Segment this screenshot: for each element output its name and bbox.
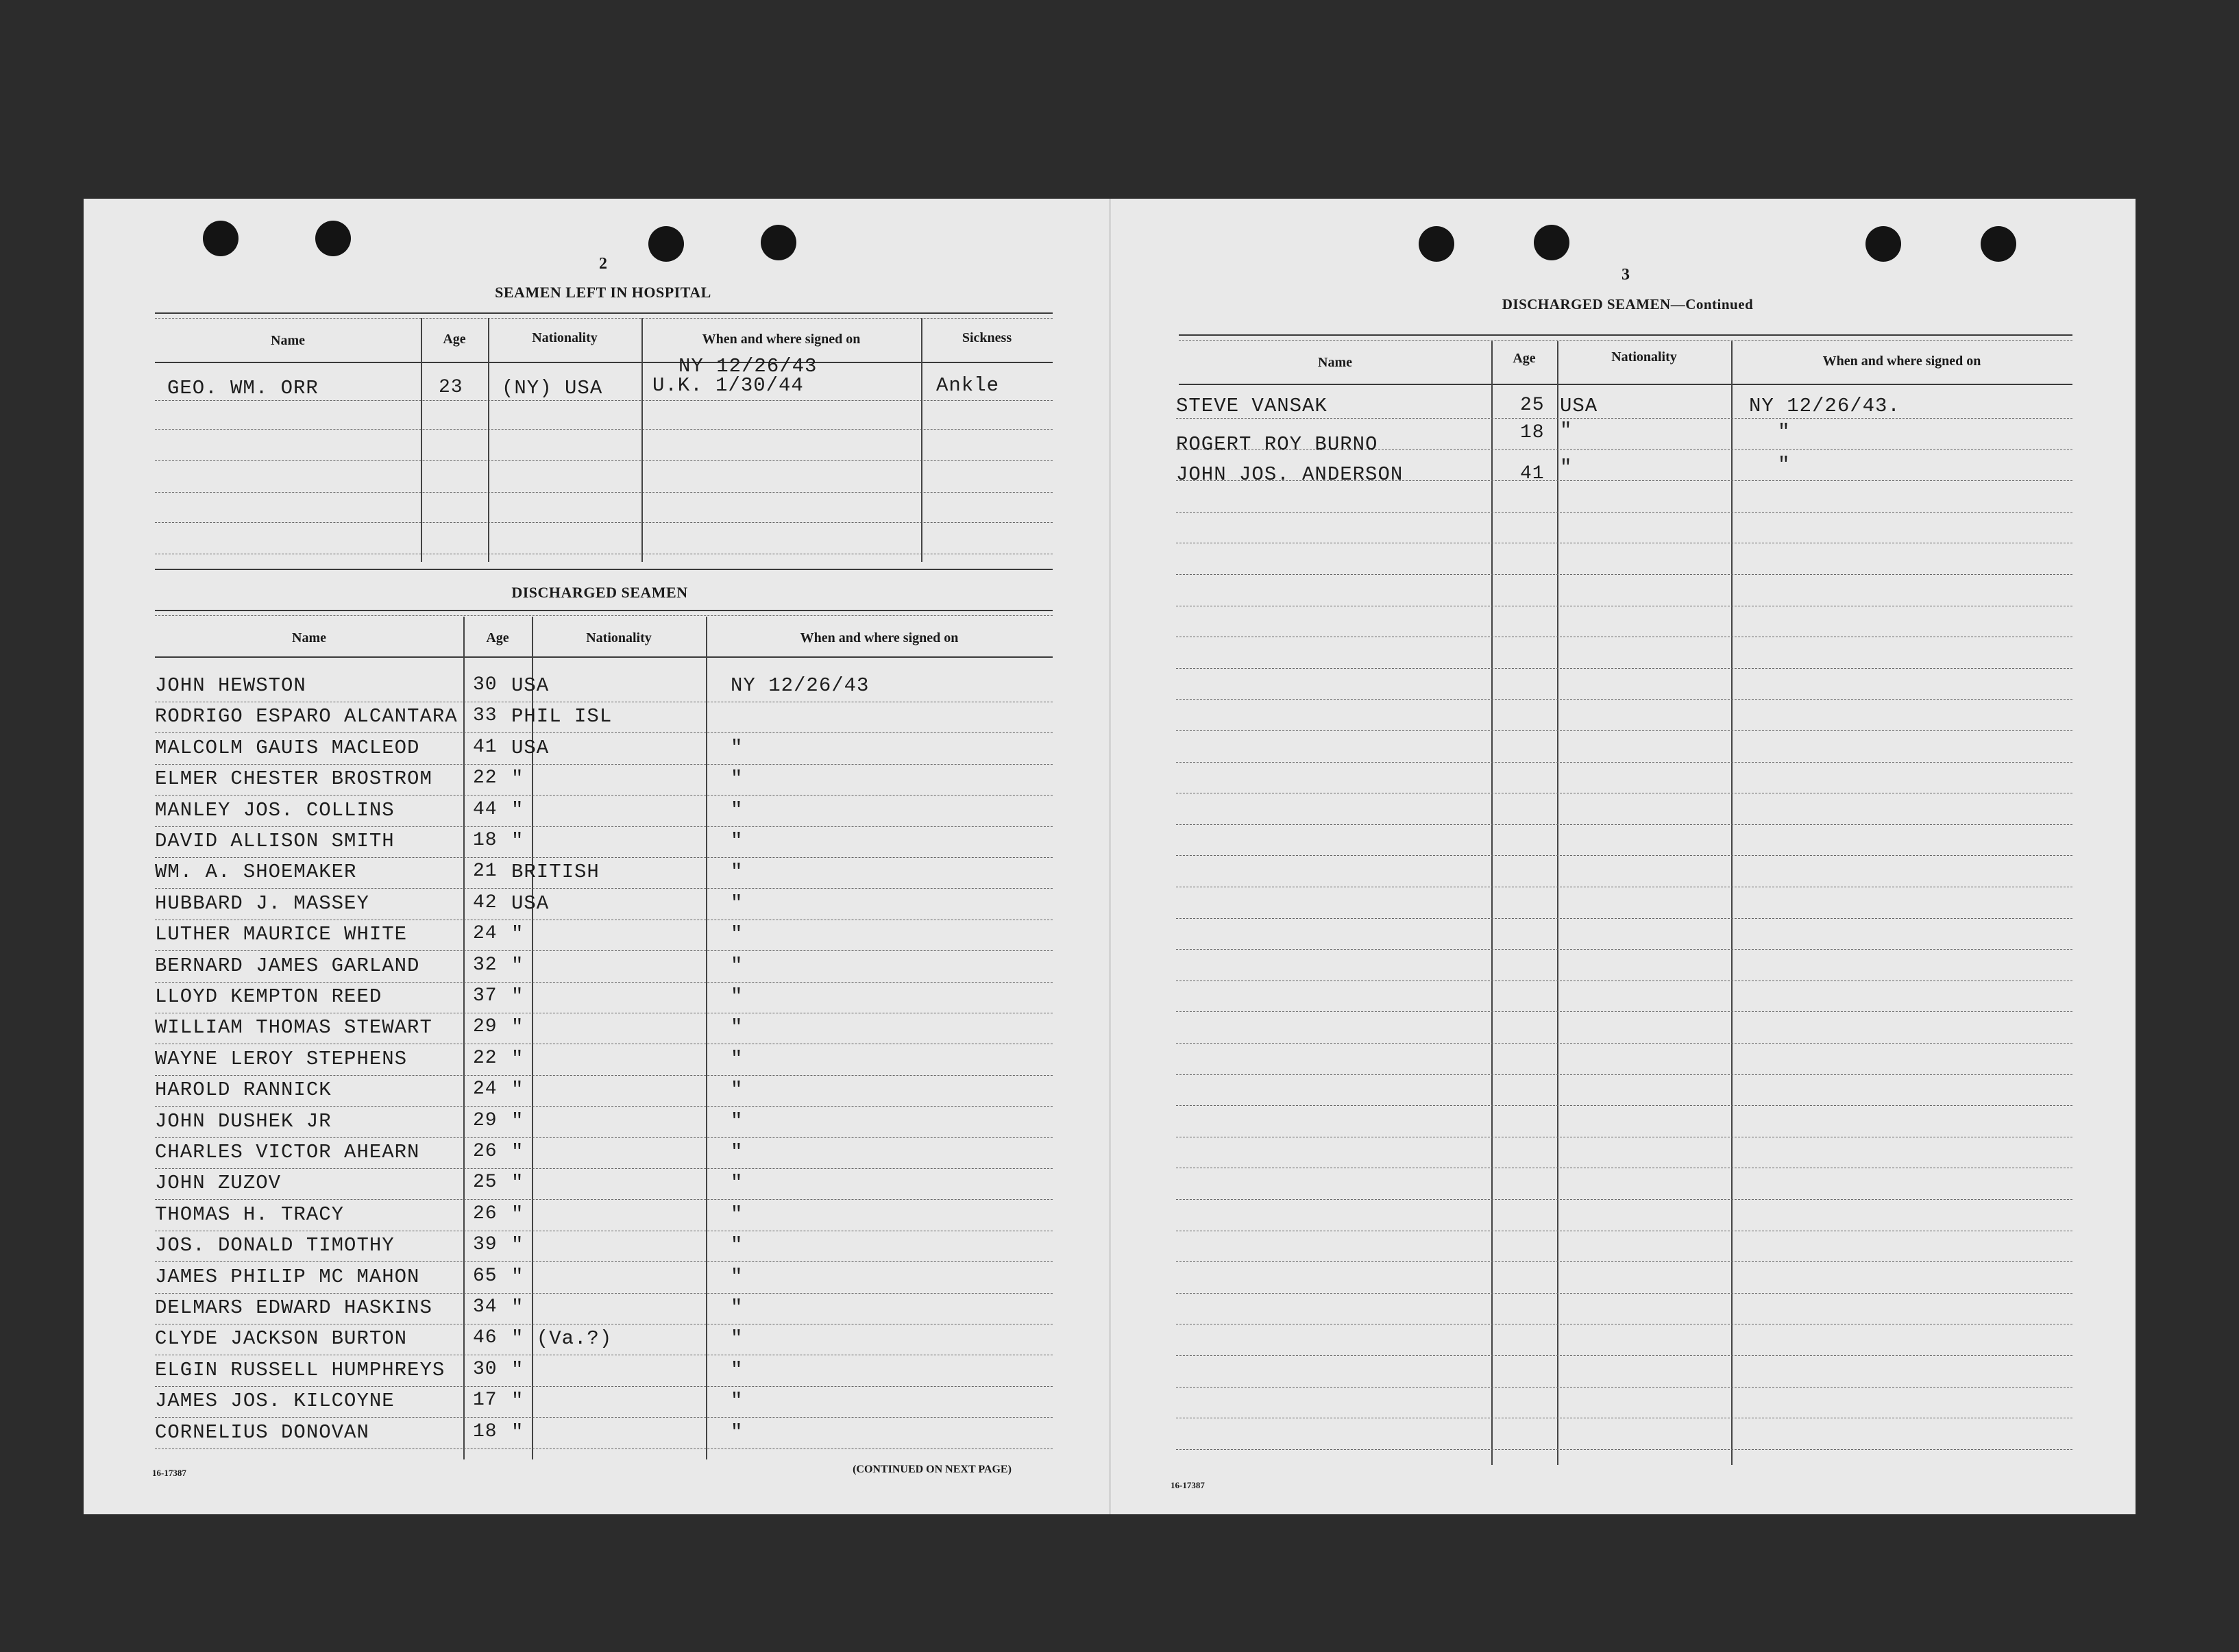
seaman-age: 33 bbox=[473, 705, 498, 726]
discharged-section-title: DISCHARGED SEAMEN bbox=[511, 584, 688, 601]
seaman-name: GEO. WM. ORR bbox=[167, 377, 319, 399]
seaman-nationality: " bbox=[511, 1359, 524, 1381]
seaman-nationality: " bbox=[511, 1172, 524, 1194]
seaman-nationality: " bbox=[511, 1266, 524, 1288]
seaman-age: 22 bbox=[473, 1048, 498, 1069]
seaman-nationality: " bbox=[511, 1016, 524, 1039]
page-number: 3 bbox=[1622, 266, 1630, 284]
signed-on: " bbox=[731, 1359, 744, 1381]
seaman-age: 41 bbox=[1520, 463, 1545, 484]
seaman-nationality: " bbox=[511, 1421, 524, 1444]
seaman-age: 39 bbox=[473, 1234, 498, 1255]
seaman-nationality: " bbox=[511, 1390, 524, 1412]
seaman-nationality: USA bbox=[1560, 395, 1598, 417]
col-header-signed: When and where signed on bbox=[1822, 354, 1981, 369]
binder-hole bbox=[648, 226, 684, 262]
seaman-name: WAYNE LEROY STEPHENS bbox=[155, 1048, 408, 1070]
seaman-nationality: " bbox=[511, 1078, 524, 1101]
signed-on: " bbox=[731, 1048, 744, 1070]
col-header-age: Age bbox=[1513, 351, 1536, 366]
seaman-name: ELMER CHESTER BROSTROM bbox=[155, 767, 432, 790]
form-code: 16-17387 bbox=[1171, 1480, 1205, 1490]
seaman-age: 30 bbox=[473, 674, 498, 695]
signed-on: NY 12/26/43. bbox=[1749, 395, 1900, 417]
form-code: 16-17387 bbox=[152, 1468, 186, 1478]
seaman-age: 46 bbox=[473, 1327, 498, 1348]
seaman-nationality: " bbox=[511, 1234, 524, 1257]
seaman-nationality: " bbox=[1560, 456, 1573, 479]
seaman-name: JAMES JOS. KILCOYNE bbox=[155, 1390, 395, 1412]
seaman-age: 18 bbox=[1520, 422, 1545, 443]
col-header-sickness: Sickness bbox=[962, 330, 1012, 345]
seaman-age: 29 bbox=[473, 1110, 498, 1131]
seaman-age: 21 bbox=[473, 861, 498, 882]
seaman-name: ELGIN RUSSELL HUMPHREYS bbox=[155, 1359, 445, 1381]
signed-on: " bbox=[731, 1110, 744, 1133]
seaman-name: RODRIGO ESPARO ALCANTARA bbox=[155, 705, 458, 728]
page-fold bbox=[1109, 199, 1111, 1514]
seaman-nationality: " bbox=[511, 1296, 524, 1319]
signed-on: " bbox=[1778, 421, 1791, 443]
seaman-name: LLOYD KEMPTON REED bbox=[155, 985, 382, 1008]
seaman-name: DELMARS EDWARD HASKINS bbox=[155, 1296, 432, 1319]
col-header-name: Name bbox=[271, 333, 305, 348]
seaman-age: 18 bbox=[473, 1421, 498, 1442]
seaman-age: 22 bbox=[473, 767, 498, 789]
signed-on: " bbox=[731, 1172, 744, 1194]
seaman-name: WM. A. SHOEMAKER bbox=[155, 861, 357, 883]
signed-on: " bbox=[731, 767, 744, 790]
page-number: 2 bbox=[599, 255, 607, 273]
binder-hole bbox=[315, 221, 351, 256]
seaman-age: 29 bbox=[473, 1016, 498, 1037]
seaman-age: 17 bbox=[473, 1390, 498, 1411]
seaman-nationality: " bbox=[511, 799, 524, 822]
seaman-name: THOMAS H. TRACY bbox=[155, 1203, 345, 1226]
signed-on: " bbox=[731, 1016, 744, 1039]
binder-hole bbox=[761, 225, 796, 260]
seaman-name: DAVID ALLISON SMITH bbox=[155, 830, 395, 852]
signed-on: NY 12/26/43 bbox=[731, 674, 870, 697]
signed-on: " bbox=[731, 1327, 744, 1350]
seaman-age: 24 bbox=[473, 1078, 498, 1100]
seaman-name: JAMES PHILIP MC MAHON bbox=[155, 1266, 420, 1288]
signed-on: " bbox=[731, 1203, 744, 1226]
seaman-nationality: BRITISH bbox=[511, 861, 600, 883]
seaman-age: 25 bbox=[473, 1172, 498, 1193]
seaman-nationality: " bbox=[511, 1110, 524, 1133]
seaman-nationality: " bbox=[511, 1203, 524, 1226]
signed-on: " bbox=[731, 1296, 744, 1319]
seaman-age: 25 bbox=[1520, 395, 1545, 416]
signed-on: " bbox=[731, 892, 744, 915]
seaman-nationality: " bbox=[511, 1141, 524, 1163]
seaman-name: BERNARD JAMES GARLAND bbox=[155, 954, 420, 977]
col-header-signed: When and where signed on bbox=[702, 332, 861, 347]
seaman-age: 34 bbox=[473, 1296, 498, 1318]
signed-on: " bbox=[731, 799, 744, 822]
signed-on: " bbox=[731, 1390, 744, 1412]
col-header-name: Name bbox=[292, 630, 326, 645]
sickness: Ankle bbox=[936, 374, 1000, 397]
signed-on: " bbox=[731, 1078, 744, 1101]
seaman-name: JOHN ZUZOV bbox=[155, 1172, 282, 1194]
seaman-name: LUTHER MAURICE WHITE bbox=[155, 923, 408, 946]
seaman-name: MANLEY JOS. COLLINS bbox=[155, 799, 395, 822]
seaman-age: 44 bbox=[473, 799, 498, 820]
col-header-age: Age bbox=[486, 630, 509, 645]
seaman-age: 24 bbox=[473, 923, 498, 944]
signed-on: " bbox=[731, 1234, 744, 1257]
seaman-nationality: (NY) USA bbox=[502, 377, 603, 399]
seaman-name: HUBBARD J. MASSEY bbox=[155, 892, 369, 915]
seaman-nationality: " bbox=[511, 1048, 524, 1070]
seaman-name: JOHN DUSHEK JR bbox=[155, 1110, 332, 1133]
seaman-name: WILLIAM THOMAS STEWART bbox=[155, 1016, 432, 1039]
binder-hole bbox=[203, 221, 238, 256]
signed-on: " bbox=[731, 737, 744, 759]
seaman-name: HAROLD RANNICK bbox=[155, 1078, 332, 1101]
seaman-age: 65 bbox=[473, 1266, 498, 1287]
col-header-signed: When and where signed on bbox=[800, 630, 959, 645]
signed-on: " bbox=[1778, 454, 1791, 476]
seaman-nationality: PHIL ISL bbox=[511, 705, 613, 728]
seaman-age: 41 bbox=[473, 737, 498, 758]
seaman-nationality: USA bbox=[511, 892, 550, 915]
signed-on-hospital: U.K. 1/30/44 bbox=[652, 374, 804, 397]
binder-hole bbox=[1534, 225, 1569, 260]
signed-on: " bbox=[731, 985, 744, 1008]
seaman-nationality: " bbox=[511, 985, 524, 1008]
seaman-name: JOHN HEWSTON bbox=[155, 674, 306, 697]
seaman-name: STEVE VANSAK bbox=[1176, 395, 1328, 417]
col-header-name: Name bbox=[1318, 355, 1352, 370]
seaman-name: CLYDE JACKSON BURTON bbox=[155, 1327, 408, 1350]
seaman-name: ROGERT ROY BURNO bbox=[1176, 433, 1378, 456]
continued-note: (CONTINUED ON NEXT PAGE) bbox=[853, 1464, 1012, 1475]
col-header-nationality: Nationality bbox=[1611, 349, 1677, 365]
seaman-nationality: " bbox=[511, 923, 524, 946]
col-header-nationality: Nationality bbox=[532, 330, 598, 345]
binder-hole bbox=[1419, 226, 1454, 262]
seaman-name: JOS. DONALD TIMOTHY bbox=[155, 1234, 395, 1257]
seaman-nationality: " bbox=[511, 767, 524, 790]
seaman-age: 30 bbox=[473, 1359, 498, 1380]
seaman-name: MALCOLM GAUIS MACLEOD bbox=[155, 737, 420, 759]
signed-on: " bbox=[731, 954, 744, 977]
seaman-nationality: " (Va.?) bbox=[511, 1327, 613, 1350]
col-header-age: Age bbox=[443, 332, 466, 347]
seaman-nationality: " bbox=[511, 830, 524, 852]
seaman-age: 26 bbox=[473, 1203, 498, 1224]
seaman-age: 37 bbox=[473, 985, 498, 1007]
seaman-nationality: USA bbox=[511, 674, 550, 697]
binder-hole bbox=[1981, 226, 2016, 262]
signed-on-original: NY 12/26/43 bbox=[678, 355, 818, 378]
signed-on: " bbox=[731, 861, 744, 883]
continued-section-title: DISCHARGED SEAMEN—Continued bbox=[1502, 296, 1754, 312]
seaman-age: 32 bbox=[473, 954, 498, 976]
seaman-age: 42 bbox=[473, 892, 498, 913]
seaman-age: 18 bbox=[473, 830, 498, 851]
seaman-name: CORNELIUS DONOVAN bbox=[155, 1421, 369, 1444]
seaman-nationality: " bbox=[1560, 419, 1573, 442]
binder-hole bbox=[1865, 226, 1901, 262]
seaman-nationality: USA bbox=[511, 737, 550, 759]
signed-on: " bbox=[731, 1141, 744, 1163]
hospital-section-title: SEAMEN LEFT IN HOSPITAL bbox=[495, 284, 711, 301]
signed-on: " bbox=[731, 830, 744, 852]
seaman-name: JOHN JOS. ANDERSON bbox=[1176, 463, 1404, 486]
seaman-age: 23 bbox=[439, 377, 463, 398]
seaman-age: 26 bbox=[473, 1141, 498, 1162]
signed-on: " bbox=[731, 1421, 744, 1444]
col-header-nationality: Nationality bbox=[586, 630, 652, 645]
seaman-name: CHARLES VICTOR AHEARN bbox=[155, 1141, 420, 1163]
signed-on: " bbox=[731, 923, 744, 946]
signed-on: " bbox=[731, 1266, 744, 1288]
seaman-nationality: " bbox=[511, 954, 524, 977]
